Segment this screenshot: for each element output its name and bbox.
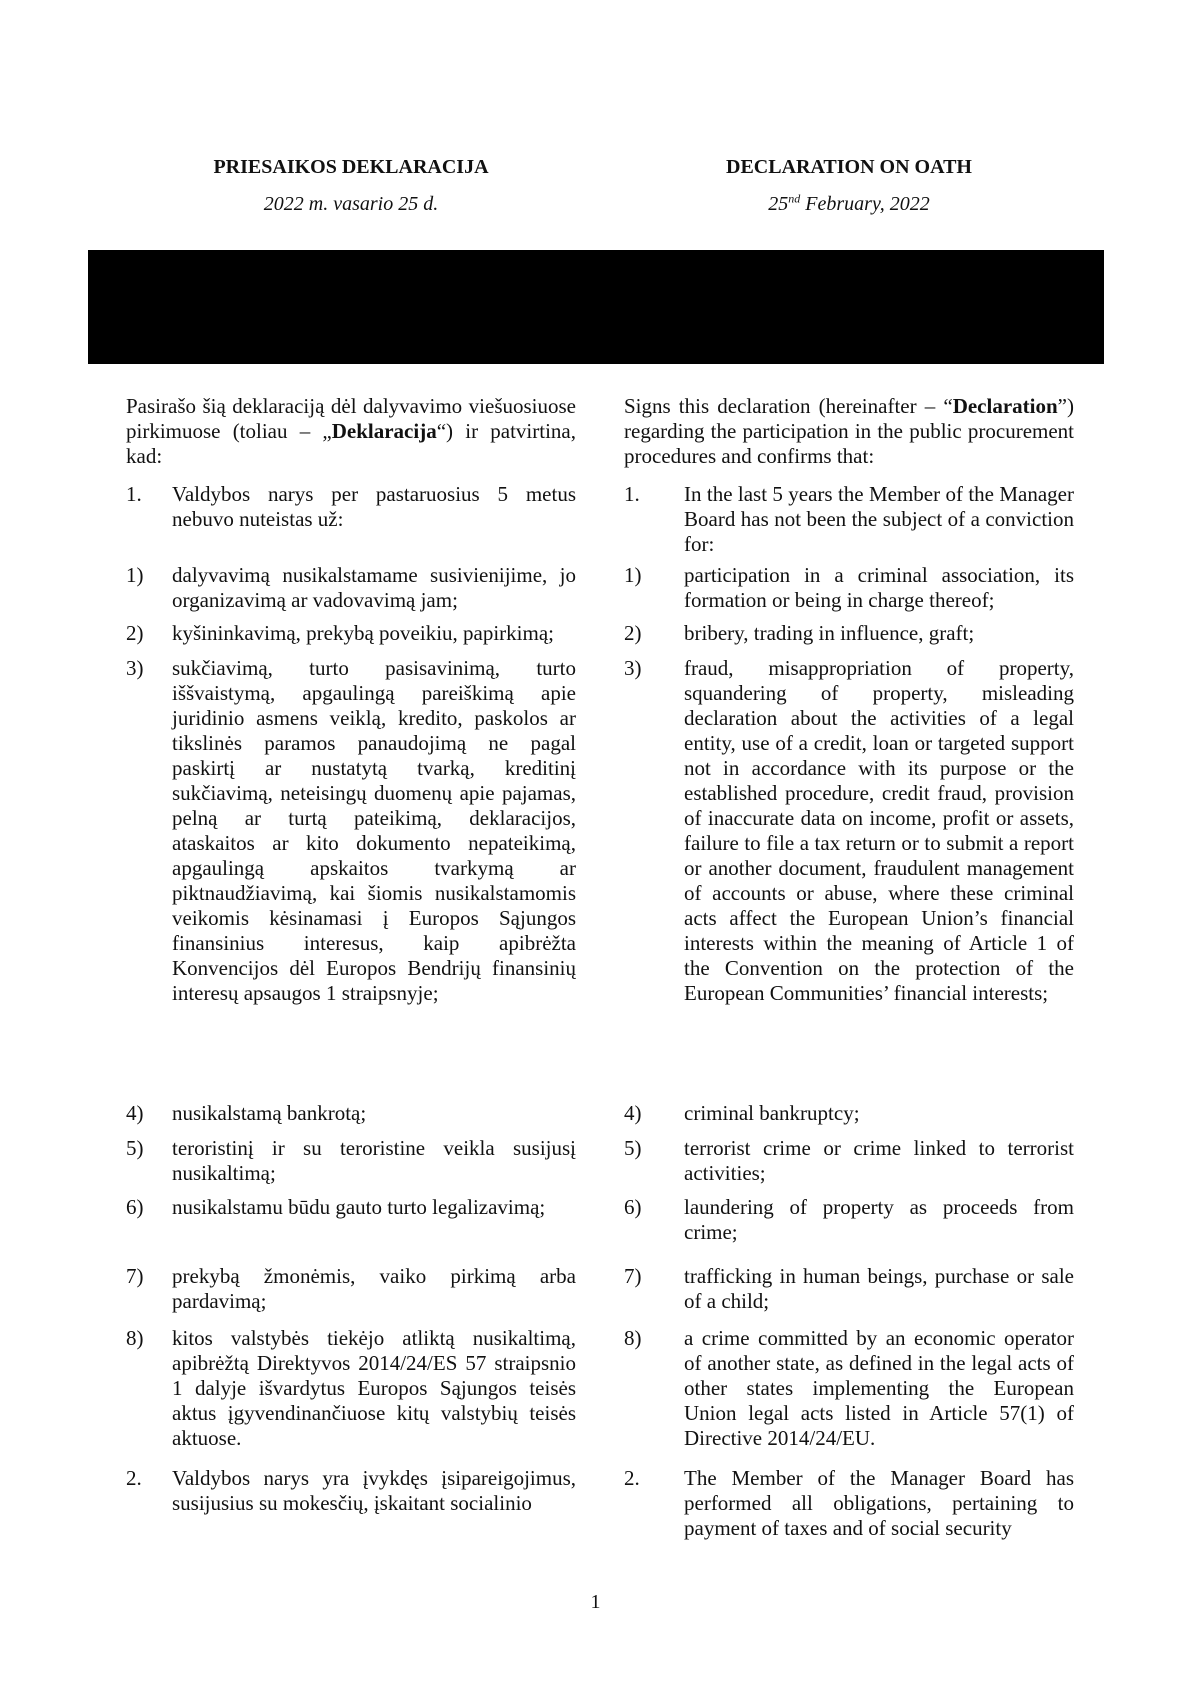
- list-item: [126, 1326, 576, 1451]
- list-item: [126, 621, 576, 646]
- list-item: [624, 1101, 1074, 1126]
- list-item: [126, 1101, 576, 1126]
- intro-text: Pasirašo šią deklaraciją dėl dalyvavimo viešuosiuose pirkimuose (toliau – „: [126, 394, 576, 443]
- title-lithuanian: PRIESAIKOS DEKLARACIJA: [213, 156, 489, 178]
- item-number: 3): [126, 656, 144, 680]
- item-number: 6): [624, 1195, 642, 1219]
- item-number: 2): [624, 621, 642, 645]
- intro-text: ”) regarding the participation in the public procurement procedures and confirms that:: [624, 394, 1074, 468]
- item-text: nusikalstamą bankrotą;: [172, 1101, 367, 1125]
- list-item: [126, 482, 576, 532]
- item-text: Valdybos narys per pastaruosius 5 metus nebuvo nuteistas už:: [172, 482, 576, 531]
- item-text: terrorist crime or crime linked to terrorist activities;: [684, 1136, 1074, 1185]
- intro-defined-term: Deklaracija: [331, 419, 437, 443]
- item-text: teroristinį ir su teroristine veikla susijusį nusikaltimą;: [172, 1136, 576, 1185]
- list-item: [624, 563, 1074, 613]
- list-item: [624, 1326, 1074, 1451]
- intro-lithuanian: [126, 394, 576, 469]
- item-number: 8): [126, 1326, 144, 1350]
- item-number: 1): [624, 563, 642, 587]
- item-number: 7): [126, 1264, 144, 1288]
- list-item: [624, 482, 1074, 557]
- item-number: 2): [126, 621, 144, 645]
- list-item: [624, 1264, 1074, 1314]
- item-number: 5): [126, 1136, 144, 1160]
- list-item: [624, 1136, 1074, 1186]
- item-text: criminal bankruptcy;: [684, 1101, 860, 1125]
- item-text: participation in a criminal association, its formation or being in charge thereof;: [684, 563, 1074, 612]
- item-text: Valdybos narys yra įvykdęs įsipareigojimus, susijusius su mokesčių, įskaitant socialinio: [172, 1466, 576, 1515]
- item-text: laundering of property as proceeds from crime;: [684, 1195, 1074, 1244]
- item-text: The Member of the Manager Board has performed all obligations, pertaining to payment of taxes and of social security: [684, 1466, 1074, 1540]
- item-text: nusikalstamu būdu gauto turto legalizavimą;: [172, 1195, 546, 1219]
- item-text: sukčiavimą, turto pasisavinimą, turto iššvaistymą, apgaulingą pareiškimą apie juridinio asmens veiklą, kredito, paskolos ar tikslinės paramos panaudojimą ne pagal paskirtį ar nustatytą tvarką, kreditinį sukčiavimą, neteisingų duomenų apie pajamas, pelną ar turtą pateikimą, deklaracijos, ataskaitos ar kito dokumento nepateikimą, apgaulingą apskaitos tvarkymą ar piktnaudžiavimą, kai šiomis nusikalstamomis veikomis kėsinamasi į Europos Sąjungos finansinius interesus, kaip apibrėžta Konvencijos dėl Europos Bendrijų finansinių interesų apsaugos 1 straipsnyje;: [172, 656, 576, 1005]
- item-text: dalyvavimą nusikalstamame susivienijime, jo organizavimą ar vadovavimą jam;: [172, 563, 576, 612]
- date-rest: February, 2022: [800, 193, 930, 215]
- item-number: 1.: [624, 482, 640, 506]
- item-number: 1): [126, 563, 144, 587]
- list-item: [126, 563, 576, 613]
- item-text: trafficking in human beings, purchase or sale of a child;: [684, 1264, 1074, 1313]
- item-text: In the last 5 years the Member of the Manager Board has not been the subject of a conviction for:: [684, 482, 1074, 556]
- item-number: 2.: [624, 1466, 640, 1490]
- page-number: 1: [590, 1591, 601, 1613]
- list-item: [126, 1264, 576, 1314]
- item-number: 4): [624, 1101, 642, 1125]
- item-text: kyšininkavimą, prekybą poveikiu, papirkimą;: [172, 621, 554, 645]
- item-number: 8): [624, 1326, 642, 1350]
- list-item: [624, 1195, 1074, 1245]
- item-number: 3): [624, 656, 642, 680]
- intro-defined-term: Declaration: [952, 394, 1058, 418]
- intro-english: [624, 394, 1074, 469]
- list-item: [126, 1136, 576, 1186]
- intro-text: Signs this declaration (hereinafter – “: [624, 394, 953, 418]
- item-text: a crime committed by an economic operator of another state, as defined in the legal acts of other states implementing the European Union legal acts listed in Article 57(1) of Directive 2014/24/EU.: [684, 1326, 1074, 1450]
- item-text: fraud, misappropriation of property, squandering of property, misleading declaration about the activities of a legal entity, use of a credit, loan or targeted support not in accordance with its purpose or the established procedure, credit fraud, provision of inaccurate data on income, profit or assets, failure to file a tax return or to submit a report or another document, fraudulent management of accounts or abuse, where these criminal acts affect the European Union’s financial interests within the meaning of Article 1 of the Convention on the protection of the European Communities’ financial interests;: [684, 656, 1074, 1005]
- redaction-block: [88, 250, 1104, 364]
- item-number: 1.: [126, 482, 142, 506]
- item-number: 5): [624, 1136, 642, 1160]
- list-item: [624, 1466, 1074, 1541]
- date-lithuanian: 2022 m. vasario 25 d.: [263, 193, 439, 215]
- date-suffix: nd: [788, 191, 801, 206]
- item-number: 2.: [126, 1466, 142, 1490]
- item-text: bribery, trading in influence, graft;: [684, 621, 975, 645]
- item-number: 6): [126, 1195, 144, 1219]
- item-number: 4): [126, 1101, 144, 1125]
- item-number: 7): [624, 1264, 642, 1288]
- date-english: [624, 192, 1074, 217]
- title-english: DECLARATION ON OATH: [726, 156, 972, 178]
- list-item: [126, 656, 576, 1006]
- item-text: prekybą žmonėmis, vaiko pirkimą arba pardavimą;: [172, 1264, 576, 1313]
- list-item: [624, 656, 1074, 1006]
- date-day: 25: [768, 193, 789, 215]
- intro-text: “) ir patvirtina, kad:: [126, 419, 576, 468]
- list-item: [624, 621, 1074, 646]
- list-item: [126, 1466, 576, 1516]
- item-text: kitos valstybės tiekėjo atliktą nusikaltimą, apibrėžtą Direktyvos 2014/24/ES 57 straipsnio 1 dalyje išvardytus Europos Sąjungos teisės aktus įgyvendinančiuose kitų valstybių teisės aktuose.: [172, 1326, 576, 1450]
- list-item: [126, 1195, 576, 1220]
